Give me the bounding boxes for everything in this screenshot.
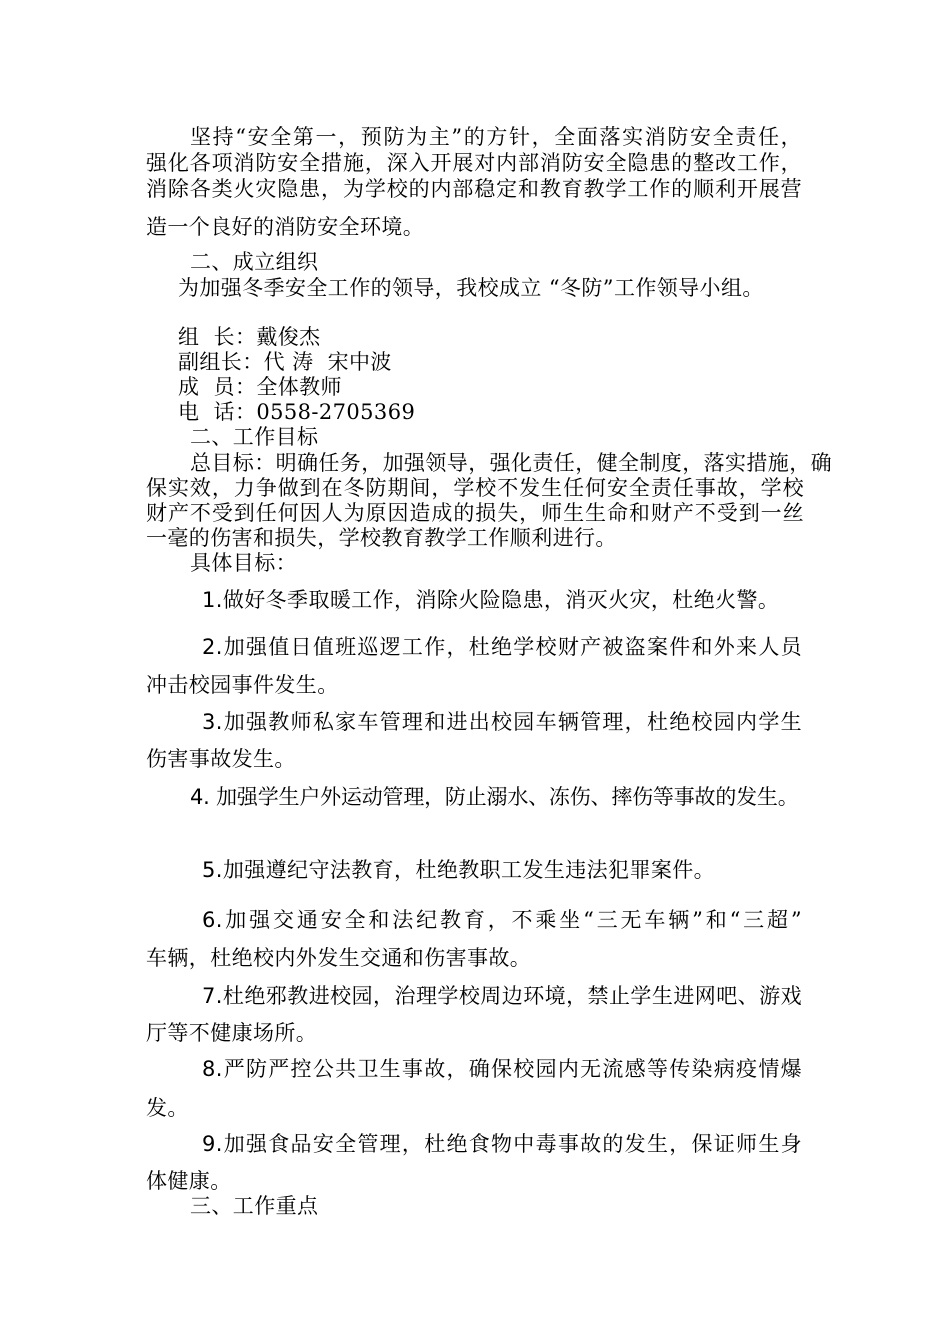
- intro-line: 强化各项消防安全措施，深入开展对内部消防安全隐患的整改工作，: [146, 151, 802, 175]
- goal-item-number: 4.: [190, 785, 217, 809]
- org-member-phone: 电 话：0558-2705369: [178, 400, 416, 424]
- goal-item-7: [202, 983, 802, 1009]
- overall-goal-line: 财产不受到任何因人为原因造成的损失，师生生命和财产不受到一丝: [146, 501, 804, 525]
- goal-item-number: 3.: [202, 710, 223, 734]
- goal-item-number: 9.: [202, 1132, 223, 1156]
- goal-item-number: 7.: [202, 984, 223, 1008]
- specific-goals-heading: 具体目标：: [190, 551, 297, 575]
- goal-item-number: 1.: [202, 588, 223, 612]
- goal-item-text: 做好冬季取暖工作，消除火险隐患，消灭火灾，杜绝火警。: [222, 588, 780, 612]
- org-member-members: 成 员：全体教师: [178, 375, 342, 399]
- goal-item-3: [202, 709, 802, 735]
- goal-item-text: 杜绝邪教进校园，治理学校周边环境，禁止学生进网吧、游戏: [222, 984, 802, 1008]
- section-heading-goals: 二、工作目标: [190, 425, 319, 449]
- goal-item-6-cont: 车辆，杜绝校内外发生交通和伤害事故。: [146, 946, 532, 970]
- org-member-leader: 组 长：戴俊杰: [178, 325, 321, 349]
- goal-item-2: [202, 634, 802, 660]
- overall-goal-line: 保实效，力争做到在冬防期间，学校不发生任何安全责任事故，学校: [146, 476, 804, 500]
- section-heading-org: 二、成立组织: [190, 250, 319, 274]
- goal-item-9-cont: 体健康。: [146, 1169, 232, 1193]
- goal-item-7-cont: 厅等不健康场所。: [146, 1021, 318, 1045]
- goal-item-text: 严防严控公共卫生事故，确保校园内无流感等传染病疫情爆: [222, 1057, 802, 1081]
- goal-item-6: [202, 907, 802, 933]
- intro-line: 造一个良好的消防安全环境。: [146, 215, 425, 239]
- overall-goal-line: 一毫的伤害和损失，学校教育教学工作顺利进行。: [146, 526, 617, 550]
- goal-item-2-cont: 冲击校园事件发生。: [146, 673, 339, 697]
- intro-line: 消除各类火灾隐患，为学校的内部稳定和教育教学工作的顺利开展营: [146, 177, 802, 201]
- overall-goal-line: 总目标：明确任务，加强领导，强化责任，健全制度，落实措施，确: [190, 451, 832, 475]
- goal-item-number: 6.: [202, 908, 223, 932]
- goal-item-3-cont: 伤害事故发生。: [146, 747, 296, 771]
- goal-item-text: 加强遵纪守法教育，杜绝教职工发生违法犯罪案件。: [222, 858, 716, 882]
- goal-item-8-cont: 发。: [146, 1096, 189, 1120]
- goal-item-text: 加强交通安全和法纪教育，不乘坐“三无车辆”和“三超”: [222, 908, 802, 932]
- goal-item-text: 加强教师私家车管理和进出校园车辆管理，杜绝校园内学生: [222, 710, 802, 734]
- goal-item-text: 加强学生户外运动管理，防止溺水、冻伤、摔伤等事故的发生。: [216, 785, 799, 809]
- goal-item-8: [202, 1056, 802, 1082]
- goal-item-4: [190, 784, 799, 810]
- goal-item-1: [202, 587, 779, 613]
- goal-item-number: 8.: [202, 1057, 223, 1081]
- goal-item-text: 加强值日值班巡逻工作，杜绝学校财产被盗案件和外来人员: [222, 635, 802, 659]
- section-heading-focus: 三、工作重点: [190, 1194, 319, 1218]
- org-member-deputy: 副组长：代 涛 宋中波: [178, 350, 392, 374]
- intro-line: 坚持“安全第一，预防为主”的方针，全面落实消防安全责任，: [190, 125, 802, 149]
- goal-item-text: 加强食品安全管理，杜绝食物中毒事故的发生，保证师生身: [222, 1132, 802, 1156]
- goal-item-number: 5.: [202, 858, 223, 882]
- org-lead: 为加强冬季安全工作的领导，我校成立 “冬防”工作领导小组。: [178, 276, 764, 300]
- goal-item-9: [202, 1131, 802, 1157]
- goal-item-5: [202, 857, 715, 883]
- goal-item-number: 2.: [202, 635, 223, 659]
